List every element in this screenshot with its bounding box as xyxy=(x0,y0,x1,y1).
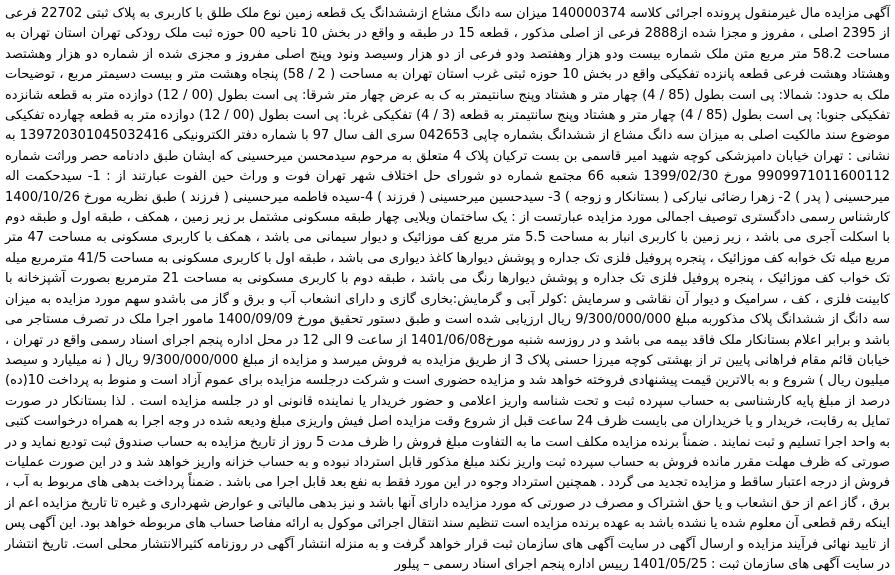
notice-body-text: آگهی مزایده مال غیرمنقول پرونده اجرائی کلاسه 140000374 میزان سه دانگ مشاع ازششدانگ یک قطعه زمین نوع ملک طلق با کاربری به پلاک ثبتی 22702 فرعی از 2395 اصلی ، مفروز و مجزا شده از2888 فرعی از اصلی مذکور ، قطعه 15 در طبقه و واقع در بخش 10 ناحیه 00 حوزه ثبت ملک رودکی تهران استان تهران به مساحت 58.2 متر مربع متن ملک شماره بیست ودو هزار وهفتصد ودو فرعی از دو هزار وسیصد ونود وپنج اصلی مفروز و مجزی شده از شماره دو هزار وهشتصد وهشتاد وهشت فرعی قطعه پانزده تفکیکی واقع در بخش 10 حوزه ثبتی غرب استان تهران به مساحت ( 2 / 58) پنجاه وهشت متر و بیست دسیمتر مربع ، توضیحات ملک به حدود: شمالا: پی است بطول (85 / 4) چهار متر و هشتاد وپنج سانتیمتر به ک به عرض چهار متر شرقا: پی است بطول (00 / 12) دوازده متر به قطعه شانزده تفکیکی جنوبا: پی است بطول (85 / 4) چهار متر و هشتاد وپنج سانتیمتر به قطعه (3 / 4) تفکیکی غربا: پی است بطول (00 / 12) دوازده متر به قطعه چهارده تفکیکی موضوع سند مالکیت اصلی به میزان سه دانگ مشاع از ششدانگ بشماره چاپی 042653 سری الف سال 97 با شماره دفتر الکترونیکی 139720301045032416 به نشانی : تهران خیابان دامپزشکی کوچه شهید امیر قاسمی بن بست ترکیان پلاک 4 متعلق به مرحوم سیدمحسن میرحسینی که ایشان طبق دادنامه حصر وراثت شماره 9909971011600112 مورخ 1399/02/30 شعبه 66 مجتمع شماره دو شورای حل اختلاف شهر تهران فوت و وراث حین الفوت عبارتند از : 1- سیدحکمت اله میرحسینی ( پدر ) 2- زهرا رضائی نیارکی ( بستانکار و زوجه ) 3- سیدحسین میرحسینی ( فرزند ) 4-سیده فاطمه میرحسینی ( فرزند ) طبق نظریه مورخ 1400/10/26 کارشناس رسمی دادگستری توصیف اجمالی مورد مزایده عبارتست از : یک ساختمان ویلایی چهار طبقه مسکونی مشتمل بر زیر زمین ، همکف ، طبقه اول و طبقه دوم با اسکلت آجری می باشد ، زیر زمین با کاربری انبار به مساحت 5.5 متر مربع کف موزائیک و دیوار سیمانی می باشد ، همکف با کاربری مسکونی به مساحت 47 متر مربع میله تک خوابه کف موزائیک ، پنجره پروفیل فلزی تک جداره و پوشش دیوارها کاغذ دیواری می باشد ، طبقه اول با کاربری مسکونی به مساحت 41/5 مترمربع میله تک خواب کف موزائیک ، پنجره پروفیل فلزی تک جداره و پوشش دیوارها رنگ می باشد ، طبقه دوم با کاربری مسکونی به مساحت 21 مترمربع بصورت آشپزخانه با کابینت فلزی ، کف ، سرامیک و دیوار آن نقاشی و سرمایش :کولر آبی و گرمایش:بخاری گازی و دارای انشعاب آب و برق و گاز می باشدو سهم مورد مزایده به میزان سه دانگ از ششدانگ پلاک مذکوربه مبلغ 9/300/000/000 ریال ارزیابی شده است و طبق دستور تحقیق مورخ 1400/09/09 مامور اجرا ملک در تصرف مستاجر می باشد و برابر اعلام بستانکار ملک فاقد بیمه می باشد و در روزسه شنبه مورخ1401/06/08 از ساعت 9 الی 12 در محل اداره پنجم اجرای اسناد رسمی واقع در تهران ، خیابان قائم مقام فراهانی پایین تر از بهشتی کوچه میرزا حسنی پلاک 3 از طریق مزایده به فروش میرسد و مزایده از مبلغ 9/300/000/000 ریال ( نه میلیارد و سیصد میلیون ریال ) شروع و به بالاترین قیمت پیشنهادی فروخته خواهد شد و مزایده حضوری است و شرکت درجلسه مزایده برای عموم آزاد است و منوط به پرداخت 10(ده) درصد از مبلغ پایه کارشناسی به حساب سپرده ثبت و تحت شناسه واریز اعلامی و حضور خریدار یا نماینده قانونی او در جلسه مزایده است . لذا بستانکار در صورت تمایل به رقابت، خریدار و یا خریداران می بایست ظرف 24 ساعت قبل از شروع وقت مزایده اصل فیش واریزی مبلغ ودیعه شده در وجه اجرا به همراه درخواست کتبی به واحد اجرا تسلیم و ثبت نمایند . ضمناً برنده مزایده مکلف است ما به التفاوت مبلغ فروش را ظرف مدت 5 روز از تاریخ مزایده به حساب صندوق ثبت تودیع نماید و در صورتی که ظرف مهلت مقرر مانده فروش به حساب سپرده ثبت واریز نکند مبلغ مذکور قابل استرداد نبوده و به حساب خزانه واریز خواهد شد و در این صورت عملیات فروش از درجه اعتبار ساقط و مزایده تجدید می گردد . همچنین استرداد وجوه در این مورد فقط به نفع بعد قابل اجرا می باشد . ضمناً پرداخت بدهی های مربوط به آب ، برق ، گاز اعم از حق انشعاب و یا حق اشتراک و مصرف در صورتی که مورد مزایده دارای آنها باشد و نیز بدهی مالیاتی و عوارض شهرداری و غیره تا تاریخ مزایده اعم از اینکه رقم قطعی آن معلوم شده یا نشده باشد به عهده برنده مزایده است تنظیم سند انتقال اجرائی موکول به ارائه مفاصا حساب های مربوطه خواهد بود. این آگهی پس از تایید نهائی فرآیند مزایده و ارسال آگهی در سایت آگهی های سازمان ثبت قرار خواهد گرفت و به منزله انتشار آگهی در روزنامه کثیرالانتشار محلی است. تاریخ انتشار در سایت آگهی های سازمان ثبت : 1401/05/25 رییس اداره پنجم اجرای اسناد رسمی – پیلور xyxy=(5,6,891,572)
